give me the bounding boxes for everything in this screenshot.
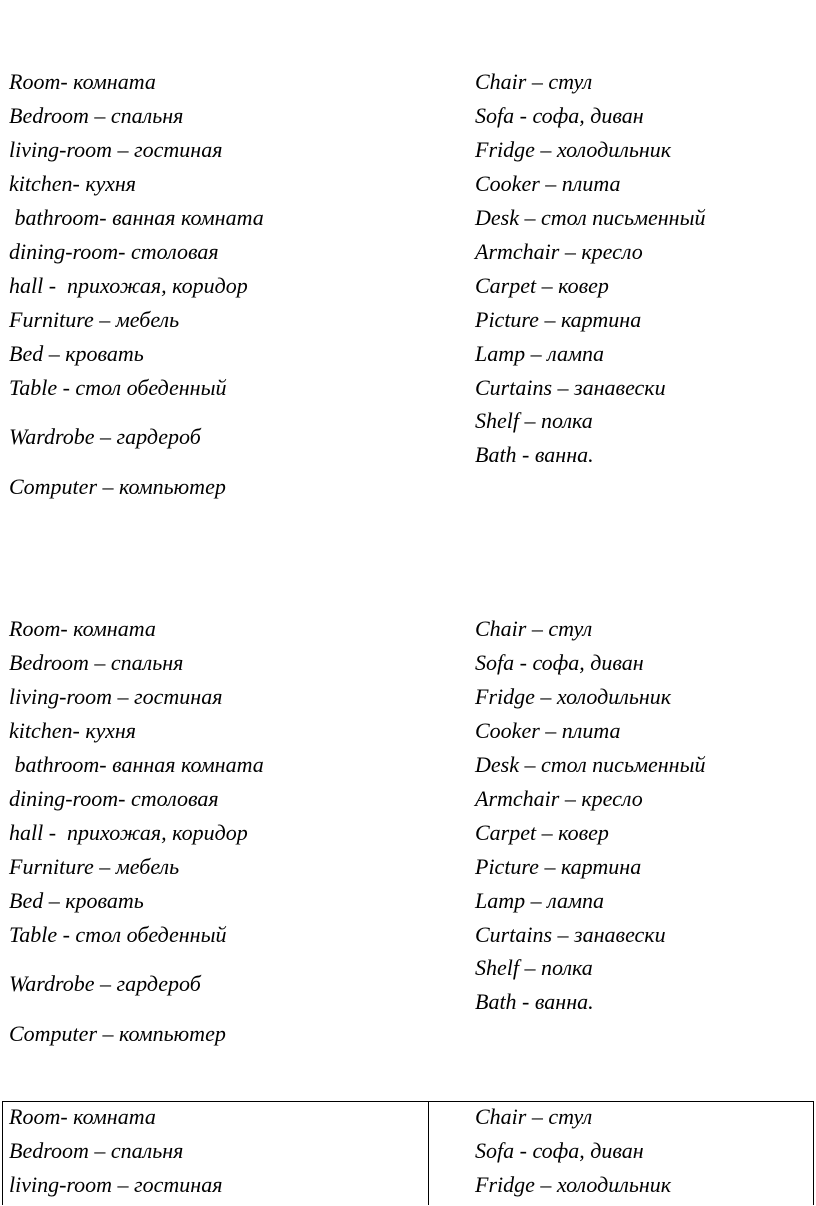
vocab-item: Curtains – занавески	[475, 922, 666, 947]
vocab-item: kitchen- кухня	[9, 718, 137, 743]
vocab-item: Desk – стол письменный	[475, 752, 706, 777]
vocab-item: Bedroom – спальня	[9, 103, 184, 128]
vocab-item: dining-room- столовая	[9, 239, 219, 264]
vocab-item: Bath - ванна.	[475, 442, 594, 467]
vocab-item: Sofa - софа, диван	[475, 1138, 644, 1163]
vocab-item: Cooker – плита	[475, 718, 621, 743]
vocab-item: Computer – компьютер	[9, 474, 226, 499]
vocab-item: Lamp – лампа	[475, 341, 605, 366]
vocab-item: Desk – стол письменный	[475, 205, 706, 230]
vocab-item: bathroom- ванная комната	[9, 205, 264, 230]
vocab-item: Wardrobe – гардероб	[9, 971, 201, 996]
vocab-item: Table - стол обеденный	[9, 375, 227, 400]
vocab-item: hall - прихожая, коридор	[9, 820, 248, 845]
vocab-item: Wardrobe – гардероб	[9, 424, 201, 449]
vocab-item: living-room – гостиная	[9, 137, 223, 162]
vocab-item: Furniture – мебель	[9, 307, 180, 332]
vocab-item: living-room – гостиная	[9, 684, 223, 709]
vocab-item: bathroom- ванная комната	[9, 752, 264, 777]
vocab-item: living-room – гостиная	[9, 1172, 223, 1197]
vocab-item: Room- комната	[9, 616, 156, 641]
vocab-item: hall - прихожая, коридор	[9, 273, 248, 298]
vocab-item: Carpet – ковер	[475, 820, 609, 845]
vocab-item: Curtains – занавески	[475, 375, 666, 400]
vocab-item: Table - стол обеденный	[9, 922, 227, 947]
vocab-item: Chair – стул	[475, 69, 593, 94]
vocab-item: Armchair – кресло	[475, 239, 643, 264]
vocab-item: Room- комната	[9, 69, 156, 94]
vocab-item: Bed – кровать	[9, 341, 144, 366]
vocab-item: Computer – компьютер	[9, 1021, 226, 1046]
vocab-item: Picture – картина	[475, 307, 642, 332]
vocab-item: Furniture – мебель	[9, 854, 180, 879]
vocab-item: Fridge – холодильник	[475, 137, 672, 162]
vocab-item: Lamp – лампа	[475, 888, 605, 913]
vocab-item: Shelf – полка	[475, 955, 593, 980]
vocab-item: Sofa - софа, диван	[475, 103, 644, 128]
vocab-item: Bed – кровать	[9, 888, 144, 913]
vocab-item: Fridge – холодильник	[475, 684, 672, 709]
vocab-item: Armchair – кресло	[475, 786, 643, 811]
vocab-item: Chair – стул	[475, 616, 593, 641]
vocab-item: Cooker – плита	[475, 171, 621, 196]
vocab-item: Shelf – полка	[475, 408, 593, 433]
table-divider	[428, 1101, 429, 1205]
vocab-item: Carpet – ковер	[475, 273, 609, 298]
vocab-item: Room- комната	[9, 1104, 156, 1129]
vocab-item: kitchen- кухня	[9, 171, 137, 196]
vocab-item: Bath - ванна.	[475, 989, 594, 1014]
vocab-item: Fridge – холодильник	[475, 1172, 672, 1197]
vocab-item: Picture – картина	[475, 854, 642, 879]
vocab-item: Sofa - софа, диван	[475, 650, 644, 675]
vocab-item: Chair – стул	[475, 1104, 593, 1129]
vocab-item: dining-room- столовая	[9, 786, 219, 811]
vocab-item: Bedroom – спальня	[9, 650, 184, 675]
vocab-item: Bedroom – спальня	[9, 1138, 184, 1163]
